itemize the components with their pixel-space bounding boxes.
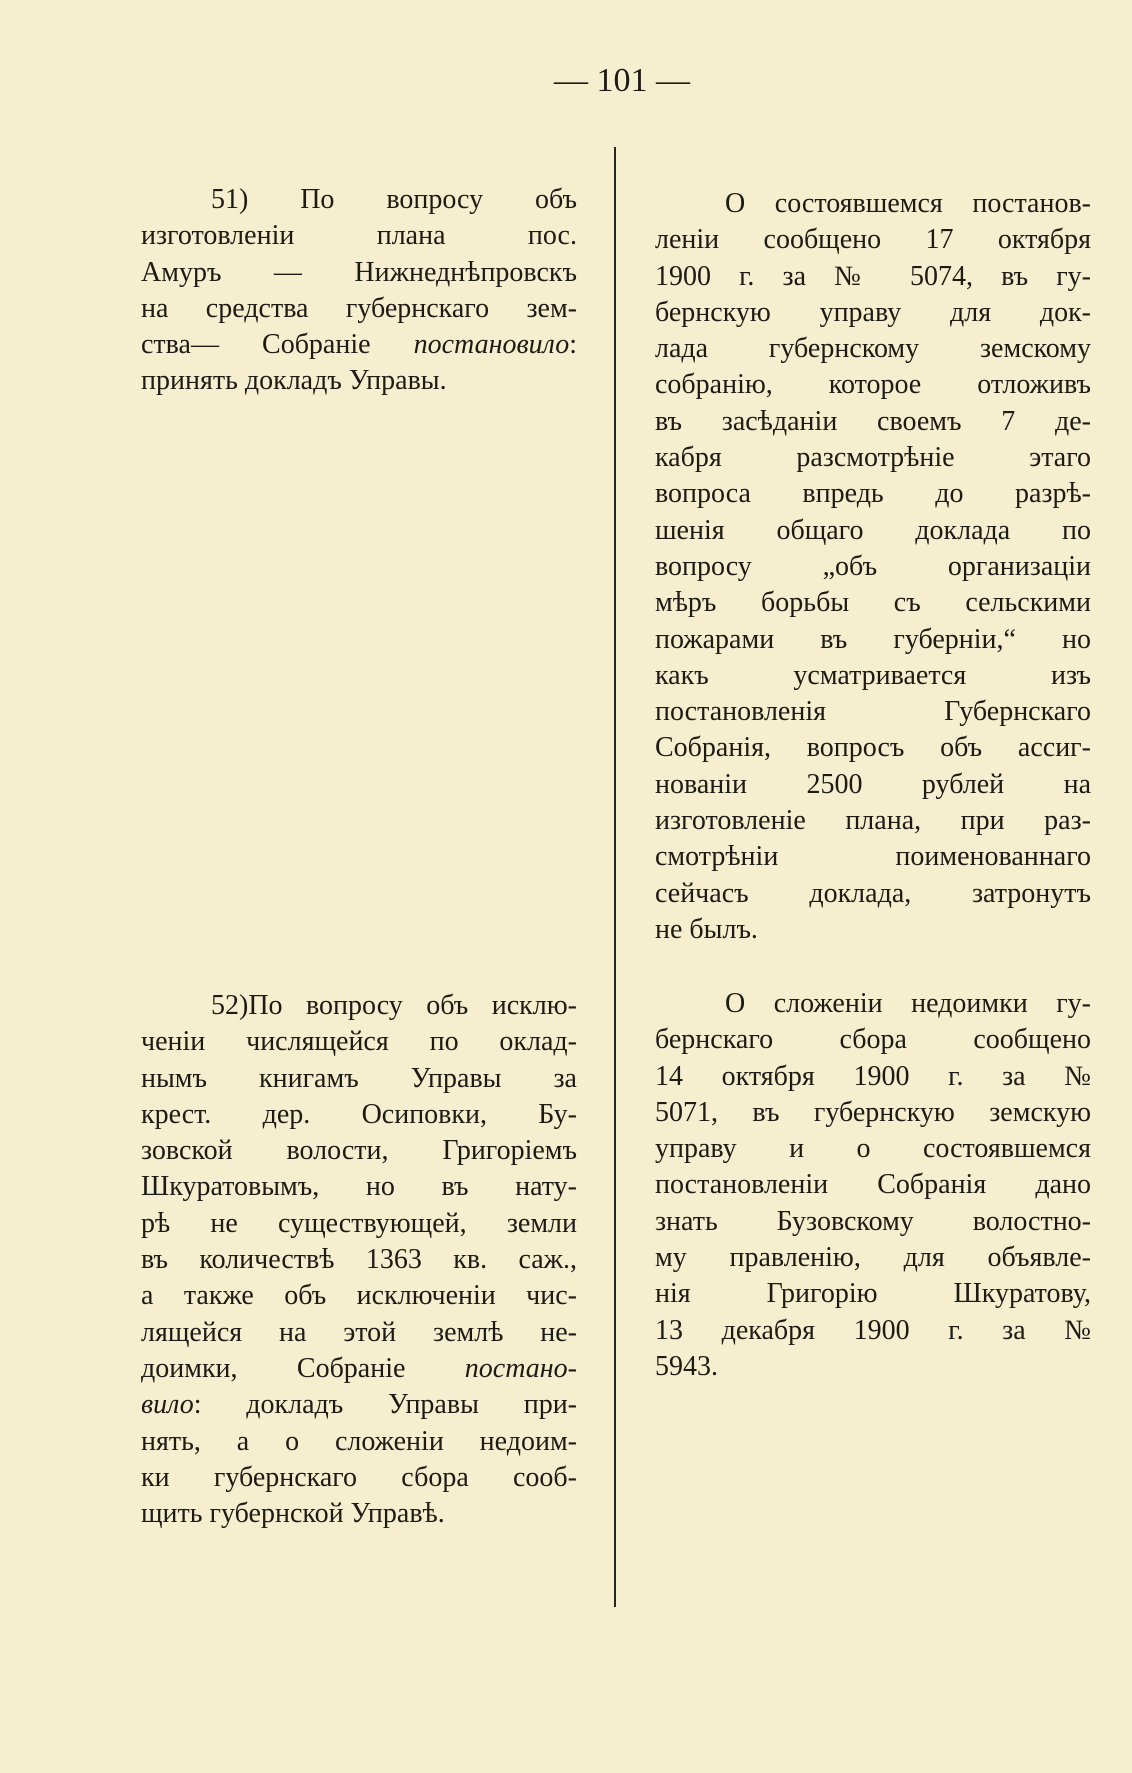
text-line [655,440,1091,476]
text-segment: : докладъ Управы при- [193,1389,577,1421]
text-line [141,291,577,327]
text-segment: нять, а о сложеніи недоим- [141,1425,577,1457]
text-line [655,694,1091,730]
text-line [655,839,1091,875]
text-segment: шенія общаго доклада по [655,514,1091,546]
text-segment: изготовленіи плана пос. [141,220,577,252]
text-line [141,1496,577,1532]
italic-text: постано- [464,1352,577,1384]
text-line [141,1024,577,1060]
text-segment: кабря разсмотрѣніе этаго [655,442,1091,474]
text-line [141,182,577,218]
text-line [655,730,1091,766]
text-line [655,986,1091,1022]
text-segment: бернскаго сбора сообщено [655,1024,1091,1056]
text-line [655,259,1091,295]
text-line [655,331,1091,367]
text-segment: 1900 г. за № 5074, въ гу- [655,260,1091,292]
text-line [655,767,1091,803]
text-line [655,1276,1091,1312]
text-line [141,1133,577,1169]
column-divider [614,147,616,1607]
text-line [655,585,1091,621]
text-segment: му правленію, для объявле- [655,1242,1091,1274]
text-segment: постановленія Губернскаго [655,696,1091,728]
text-segment: изготовленіе плана, при раз- [655,805,1091,837]
text-segment: постановленіи Собранія дано [655,1169,1091,1201]
text-line [141,1278,577,1314]
text-segment: принять докладъ Управы. [141,365,447,397]
text-segment: ки губернскаго сбора сооб- [141,1461,577,1493]
text-segment: лада губернскому земскому [655,333,1091,365]
text-line [141,1169,577,1205]
text-segment: леніи сообщено 17 октября [655,224,1091,256]
text-line [655,658,1091,694]
text-line [655,1313,1091,1349]
italic-text: вило [141,1389,194,1421]
text-segment: крест. дер. Осиповки, Бу- [141,1098,577,1130]
text-segment: въ количествѣ 1363 кв. саж., [141,1244,577,1276]
text-segment: 5071, въ губернскую земскую [655,1096,1091,1128]
text-line [141,988,577,1024]
text-line [655,1131,1091,1167]
text-segment: О состоявшемся постанов- [725,188,1091,219]
text-segment: бернскую управу для док- [655,296,1091,328]
text-line [655,549,1091,585]
text-line [141,218,577,254]
text-segment: нованіи 2500 рублей на [655,768,1091,800]
text-segment: управу и о состоявшемся [655,1133,1091,1165]
text-line [655,1349,1091,1385]
text-segment: собранію, которое отложивъ [655,369,1091,401]
text-segment: Шкуратовымъ, но въ нату- [141,1171,577,1203]
text-segment: 5943. [655,1350,718,1382]
text-segment: вопроса впредь до разрѣ- [655,478,1091,510]
text-segment: а также объ исключеніи чис- [141,1280,577,1312]
text-segment: 52)По вопросу объ исклю- [211,990,577,1021]
text-line [655,367,1091,403]
text-segment: зовской волости, Григоріемъ [141,1135,577,1167]
text-segment: лящейся на этой землѣ не- [141,1316,577,1348]
text-segment: нія Григорію Шкуратову, [655,1278,1091,1310]
text-line [655,876,1091,912]
text-segment: знать Бузовскому волостно- [655,1205,1091,1237]
text-line [141,1242,577,1278]
text-line [655,295,1091,331]
text-segment: : [569,329,577,361]
italic-text: постановило [413,329,570,361]
text-line [655,803,1091,839]
text-line [655,1204,1091,1240]
text-line [141,1387,577,1423]
text-segment: ченіи числящейся по оклад- [141,1026,577,1058]
text-line [655,1095,1091,1131]
text-segment: О сложеніи недоимки гу- [725,988,1091,1019]
left-paragraph-51 [141,182,577,400]
text-line [655,622,1091,658]
text-line [655,404,1091,440]
text-line [141,255,577,291]
page-number: — 101 — [554,62,690,99]
text-line [655,222,1091,258]
text-line [141,1097,577,1133]
text-segment: въ засѣданіи своемъ 7 де- [655,405,1091,437]
text-line [655,513,1091,549]
text-line [141,1315,577,1351]
text-segment: 14 октября 1900 г. за № [655,1060,1091,1092]
text-line [655,186,1091,222]
text-line [141,327,577,363]
text-segment: 13 декабря 1900 г. за № [655,1314,1091,1346]
text-segment: мѣръ борьбы съ сельскими [655,587,1091,619]
text-segment: ства— Собраніе [141,329,414,361]
text-segment: рѣ не существующей, земли [141,1207,577,1239]
text-segment: смотрѣніи поименованнаго [655,841,1091,873]
text-line [141,1424,577,1460]
text-segment: не былъ. [655,913,758,945]
text-segment: вопросу „объ организаціи [655,550,1091,582]
right-paragraph-resolution-51 [655,186,1091,948]
text-line [655,1167,1091,1203]
text-segment: Амуръ — Нижнеднѣпровскъ [141,256,577,288]
text-segment: Собранія, вопросъ объ ассиг- [655,732,1091,764]
text-segment: 51) По вопросу объ [211,184,577,215]
text-segment: какъ усматривается изъ [655,659,1091,691]
text-line [655,1240,1091,1276]
text-line [655,912,1091,948]
text-line [141,363,577,399]
text-segment: нымъ книгамъ Управы за [141,1062,577,1094]
text-line [655,1022,1091,1058]
right-paragraph-resolution-52 [655,986,1091,1385]
text-segment: доимки, Собраніе [141,1352,465,1384]
text-segment: на средства губернскаго зем- [141,292,577,324]
text-segment: щить губернской Управѣ. [141,1498,445,1530]
text-line [141,1061,577,1097]
left-paragraph-52 [141,988,577,1532]
text-line [655,1059,1091,1095]
text-segment: сейчасъ доклада, затронутъ [655,877,1091,909]
text-segment: пожарами въ губерніи,“ но [655,623,1091,655]
text-line [141,1351,577,1387]
text-line [141,1460,577,1496]
text-line [141,1206,577,1242]
text-line [655,476,1091,512]
